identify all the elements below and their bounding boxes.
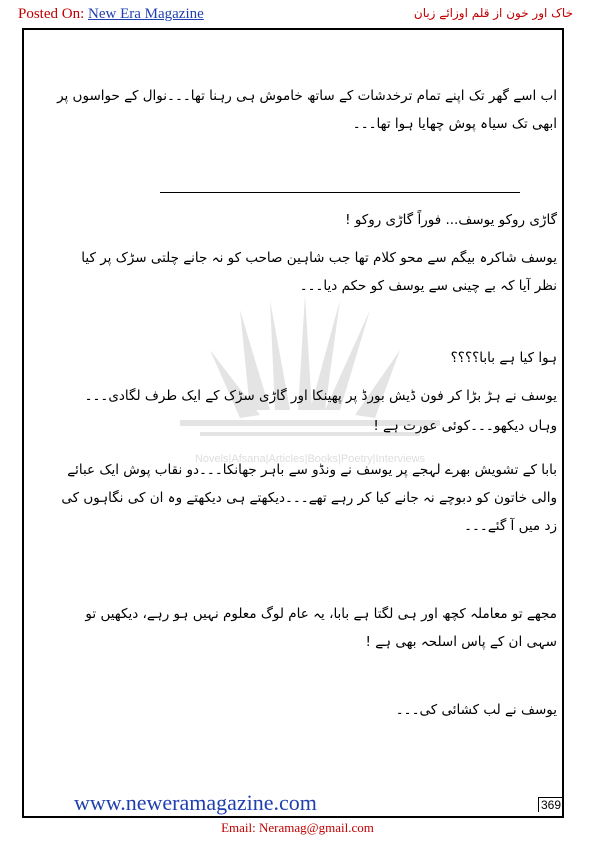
- posted-label: Posted On:: [18, 6, 85, 22]
- paragraph-7: بابا کے تشویش بھرے لہجے پر یوسف نے ونڈو سے باہر جھانکا۔۔۔دو نقاب پوش ایک عبائے والی خاتون کو دبوچے نہ جانے کیا کر رہے تھے۔۔۔دیکھتے ہی دیکھتے وہ ان کی نگاہوں کی زد میں آ گئے۔۔۔: [61, 462, 557, 534]
- book-title: خاک اور خون از قلم اوزائے زبان: [413, 6, 573, 20]
- magazine-link[interactable]: New Era Magazine: [88, 6, 204, 22]
- paragraph-1: اب اسے گھر تک اپنے تمام ترخدشات کے ساتھ خاموش ہی رہنا تھا۔۔۔نوال کے حواسوں پر ابھی تک سیاہ پوش چھایا ہوا تھا۔۔۔: [57, 88, 557, 132]
- paragraph-3: یوسف شاکرہ بیگم سے محو کلام تھا جب شاہین صاحب کو نہ جانے چلتی سڑک پر کیا نظر آیا کہ بے چینی سے یوسف کو حکم دیا۔۔۔: [81, 250, 557, 294]
- paragraph-6: وہاں دیکھو۔۔۔کوئی عورت ہے !: [373, 418, 557, 434]
- page-number: 369: [538, 797, 563, 812]
- paragraph-8: مجھے تو معاملہ کچھ اور ہی لگتا ہے بابا، یہ عام لوگ معلوم نہیں ہو رہے، دیکھیں تو سہی ان کے پاس اسلحہ بھی ہے !: [85, 606, 557, 650]
- page-header: [0, 0, 595, 28]
- paragraph-5: یوسف نے ہڑ بڑا کر فون ڈیش بورڈ پر پھینکا اور گاڑی سڑک کے ایک طرف لگادی۔۔۔: [84, 388, 557, 404]
- section-divider: [160, 192, 520, 193]
- paragraph-9: یوسف نے لب کشائی کی۔۔۔: [395, 702, 557, 718]
- watermark-text: Novels|Afsana|Articles|Books|Poetry|Interviews: [194, 453, 426, 465]
- posted-on: [18, 6, 204, 23]
- contact-email: Email: Neramag@gmail.com: [221, 820, 374, 835]
- website-link[interactable]: www.neweramagazine.com: [74, 790, 317, 815]
- paragraph-4: ہوا کیا ہے بابا؟؟؟؟: [450, 350, 557, 366]
- paragraph-2: گاڑی روکو یوسف... فوراً گاڑی روکو !: [345, 212, 557, 228]
